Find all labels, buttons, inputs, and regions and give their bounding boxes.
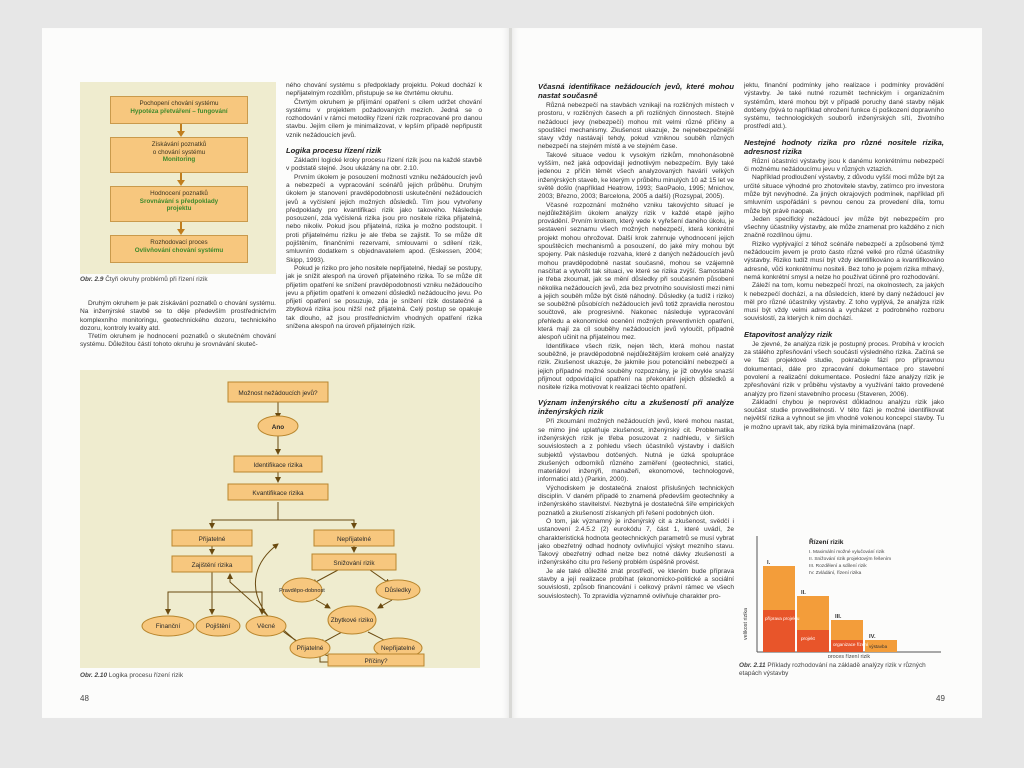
fig9-box-2-line1b: o chování systému — [152, 148, 206, 156]
page-number-right: 49 — [936, 694, 945, 703]
fig11-bar-2-bottom — [797, 630, 829, 652]
fig11-legend-4: IV. Zvládání, řízení rizika — [809, 571, 862, 576]
fig10-flowchart — [80, 370, 480, 668]
fig10-node-financni: Finanční — [155, 623, 181, 630]
fig10-caption — [80, 672, 380, 680]
right-col-b-p3: Například prodloužení výstavby, z důvodu vyšší moci může být za určité situace výhodné pro zhotovitele stavby, zatímco pro investora může být nevýhodné. Za jiných okrajových podmínek, například při smluvním uspořádání s pevnou cenou za provedení díla, tomu může být právě naopak. — [744, 174, 944, 215]
section-heading-vyznam: Význam inženýrského citu a zkušeností při analýze inženýrských rizik — [538, 398, 734, 417]
left-col-b — [286, 82, 482, 362]
left-col-a-p2: Třetím okruhem je hodnocení poznatků o skutečném chování systému. Důležitou částí tohoto okruhu je srovnávání skuteč- — [80, 333, 276, 349]
fig11-inner-label-2: projekt — [801, 636, 815, 641]
fig9-box-3-line1: Hodnocení poznatků — [150, 190, 208, 197]
fig9-box-4 — [110, 235, 248, 263]
right-col-b-p6: Záleží na tom, komu nebezpečí hrozí, na okolnostech, za jakých k nebezpečí dochází, a na důsledcích, které by daný nežádoucí jev měl pro různé účastníky výstavby. Z toho vyplývá, že analýza rizik musí být vždy velmi adresná a vycházet z podrobného rozboru souvislostí, za kterých k nim dochází. — [744, 282, 944, 323]
right-col-b-p7: Je zjevné, že analýza rizik je postupný proces. Probíhá v krocích za stálého zpřesňování všech součástí výsledného rizika. Začíná se ve fázi projektové studie, pokračuje fází pro přípravnou dokumentaci, dále pro zpracování dokumentace pro stavební povolení a realizační dokumentace. Poslední fáze analýzy rizik je zpřesňování rizik v průběhu výstavby a využívání takto provedené analýzy pro řízení stavebního procesu (Staveren, 2006). — [744, 340, 944, 398]
left-col-b-p1: ného chování systému s předpoklady projektu. Pokud dochází k nepřijatelným rozdílům, přistupuje se ke čtvrtému okruhu. — [286, 82, 482, 98]
figure-2-11 — [739, 528, 945, 658]
fig9-caption — [80, 276, 276, 284]
right-col-b-p5: Riziko vyplývající z téhož scénáře nebezpečí a způsobené týmž nežádoucím jevem je proto často různé velké pro různé účastníky výstavby. Riziko tudíž musí být vždy identifikováno a kvantifikováno adresně, vůči konkrétnímu nositeli. Bez toho je pojem rizika mlhavý, nemá konkrétní smysl a nelze ho používat účinně pro rozhodování. — [744, 240, 944, 281]
fig9-box-1-line1: Pochopení chování systému — [139, 100, 219, 107]
fig9-box-3-line2b: projektu — [166, 205, 192, 213]
fig10-node-vecne: Věcné — [256, 623, 276, 630]
fig10-node-dusledky: Důsledky — [384, 587, 412, 594]
fig11-ylabel: velikost rizika — [743, 607, 749, 640]
right-page — [512, 28, 982, 718]
fig11-caption-label: Obr. 2.11 — [739, 662, 766, 669]
fig9-box-4-line2: Ovlivňování chování systému — [134, 246, 224, 254]
fig9-box-3-line2: Srovnávání s předpoklady — [139, 197, 219, 205]
fig10-node-priciny: Příčiny? — [364, 658, 388, 665]
right-col-b — [744, 82, 944, 522]
fig10-node-neprijatelne: Nepřijatelné — [336, 536, 372, 543]
fig9-caption-text: Čtyři okruhy problémů při řízení rizik — [105, 276, 208, 283]
right-col-a — [538, 82, 734, 696]
fig9-box-2 — [110, 137, 248, 173]
fig10-node-pojisteni: Pojištění — [205, 623, 231, 630]
fig10-node-prijatelne-2: Přijatelné — [296, 645, 324, 652]
fig11-inner-label-1: příprava projektu — [765, 616, 800, 621]
fig11-chart — [739, 528, 945, 658]
fig10-node-prijatelne: Přijatelné — [198, 536, 226, 543]
fig11-bar-label-1: I. — [767, 560, 771, 566]
fig9-box-1-line2: Hypotéza přetváření – fungování — [130, 107, 228, 115]
fig11-caption — [739, 662, 945, 678]
right-col-b-p4: Jeden specifický nežádoucí jev může být nebezpečím pro všechny účastníky výstavby, ale může znamenat pro každého z nich značně rozdílnou újmu. — [744, 215, 944, 240]
fig11-bar-label-4: IV. — [869, 634, 876, 640]
right-col-a-p5: Při zkoumání možných nežádoucích jevů, které mohou nastat, se mimo jiné uplatňuje zkušenost, inženýrský cit. Problematika inženýrských rizik je třeba posuzovat z nadhledu, v širších souvislostech a z pohledu všech účastníků výstavby i dalších subjektů výstavbou dotčených. Nutná je úzká spolupráce zkušených odborníků různého zaměření (geotechnici, statici, materiáloví inženýři, manažeři, ekonomové, technologové, informatici atd.) (Parkin, 2000). — [538, 418, 734, 484]
fig10-caption-text: Logika procesu řízení rizik — [108, 672, 184, 679]
fig9-box-2-line2: Monitoring — [162, 156, 196, 164]
fig10-node-kvantifikace: Kvantifikace rizika — [252, 490, 304, 497]
right-col-a-p6: Východiskem je dostatečná znalost příslušných technických disciplín. V daném případě to znamená především geotechniky a inženýrského stavitelství. Nezbytná je dostatečná šíře empirických poznatků a zkušeností získaných při řešení podobných úloh. — [538, 484, 734, 517]
fig11-legend-1: I. Maximální možné vylučování rizik — [809, 550, 885, 555]
figure-2-10 — [80, 370, 480, 668]
left-col-a — [80, 300, 276, 360]
right-col-b-p1: jektu, finanční podmínky jeho realizace i podmínky provádění výstavby. Je také nutné rozumět technickým i organizačním systémům, které mohou být v případě poruchy dané stavby nějak dotčeny (bývá to například ohrožení funkce či poškození dopravního systému, technologických souborů inženýrských sítí, životního prostředí atd.). — [744, 82, 944, 131]
right-col-b-p2: Různí účastníci výstavby jsou k danému konkrétnímu nebezpečí či možnému nežádoucímu jevu v různých vztazích. — [744, 157, 944, 174]
right-col-a-p7: O tom, jak významný je inženýrský cit a zkušenost, svědčí i ustanovení 2.4.5.2 (2) eurokódu 7, část 1, které uvádí, že charakteristická hodnota geotechnických parametrů se musí vybrat jako obezřetný odhad hodnoty ovlivňující výskyt mezního stavu. Takový obezřetný odhad nelze bez notné dávky zkušeností a inženýrského citu pro řešený problém úspěšně provést. — [538, 517, 734, 567]
fig9-box-1 — [110, 96, 248, 124]
fig9-box-3 — [110, 186, 248, 222]
left-col-b-p4: Prvním úkolem je posouzení možností vzniku nežádoucích jevů a nebezpečí a vypracování scénářů jejich průběhu. Druhým úkolem je stanovení pravděpodobnosti uskutečnění nežádoucích jevů a vyčíslení jejich možných důsledků. Tím jsou vytvořeny předpoklady pro kvantifikaci rizik jako takového. Následuje posouzení, zda vyčíslená rizika jsou pro nositele rizika přijatelná, nebo nikoliv. Pokud jsou přijatelná, rizika je možno podstoupit. I proti přijatelnému riziku je ale třeba se zajistit. To se může dít pojištěním, finančními rezervami, smlouvami o sdílení rizik, smluvním dodatkem s objednavatelem apod. (Eskessen, 2004; Skipp, 1993). — [286, 173, 482, 264]
fig10-node-neprijatelne-2: Nepřijatelné — [380, 645, 416, 652]
fig11-inner-label-4: výstavba — [869, 644, 888, 649]
right-col-a-p3: Včasné rozpoznání možného vzniku takovýchto situací je nejdůležitějším úkolem analýzy rizik v každé etapě jejího provádění. Prvním krokem, který vede k vyřešení daného úkolu, je sestavení seznamu všech možných nebezpečí, která konkrétní projekt mohou ohrožovat. Další krok zahrnuje vyhodnocení jejich spouštěcích mechanismů a posouzení, do jaké míry mohou být spojeny. Pak následuje rozvaha, které z daných nežádoucích jevů mohou pravděpodobně nastat současně, mohou se vzájemně nasčítat a vytvořit tak situaci, ve které se rizika zvýší. Samostatně je třeba zkoumat, jak se mění důsledky při současném působení několika nežádoucích jevů, zda bez prvotního souvislostí mezi nimi a jejich souběh může být čistě náhodný. Důsledky (a tudíž i riziko) se souběžně působících nežádoucích jevů totiž zpravidla nerostou součtově, ale progresivně. Nakonec následuje vypracování přehledu a ekonomické ocenění možných preventivních opatření, která mají za cíl souběhy nežádoucích jevů vyloučit, případně alespoň učinit na přijatelnou mez. — [538, 201, 734, 342]
fig11-title: Řízení rizik — [809, 539, 844, 546]
fig10-node-zbytkove: Zbytkové riziko — [330, 617, 374, 624]
section-heading-etapovitost: Etapovitost analýzy rizik — [744, 329, 833, 339]
fig10-node-ano: Ano — [271, 424, 285, 431]
fig9-box-4-line1: Rozhodovací proces — [150, 239, 208, 246]
page-number-left: 48 — [80, 694, 89, 703]
section-heading-nestejne: Nestejné hodnoty rizika pro různé nositele rizika, adresnost rizika — [744, 137, 944, 156]
right-col-b-p8: Základní chybou je neprovést důkladnou analýzu rizik jako součást studie proveditelnosti. V této fázi je možné identifikovat největší rizika a vyhnout se jim vhodně volenou koncepcí stavby. Tu je možno upravit tak, aby riziká byla minimalizována (např. — [744, 398, 944, 431]
left-page — [42, 28, 509, 718]
fig9-box-2-line1: Získávání poznatků — [151, 141, 207, 148]
left-col-b-p2: Čtvrtým okruhem je přijímání opatření s cílem udržet chování systému v projektem požadovaných mezích. Jedná se o rozhodování v rámci metodiky řízení rizik rozpracované pro danou stavbu. Jejím cílem je minimalizovat, v lepším případě nepřipustit vznik nežádoucích jevů. — [286, 98, 482, 139]
left-col-b-p3: Základní logické kroky procesu řízení rizik jsou na každé stavbě v podstatě stejné. Jsou ukázány na obr. 2.10. — [286, 157, 482, 173]
fig11-caption-text: Příklady rozhodování na základě analýzy rizik v různých etapách výstavby — [739, 662, 926, 677]
fig10-node-identifikace: Identifikace rizika — [253, 462, 303, 469]
right-col-a-p4: Identifikace všech rizik, nejen těch, která mohou nastat souběžně, je pravděpodobně nejdůležitějším krokem celé analýzy rizik. Zkušenost ukazuje, že jakmile jsou potenciální nebezpečí a jejich případné možné souběhy rozpoznány, je již obvykle snazší přijmout odpovídající opatření na překonání jejich důsledků a nositele rizika motivovat k realizaci těchto opatření. — [538, 342, 734, 392]
fig10-node-start: Možnost nežádoucích jevů? — [238, 390, 318, 397]
fig11-inner-label-3: organizace řízení — [833, 642, 869, 647]
right-col-a-p8: Je ale také důležité znát prostředí, ve kterém bude příprava stavby a její realizace probíhat (ekonomicko-politické a sociální souvislosti, způsob financování i celkový právní rámec ve všech souvislostech). To zpravidla významně ovlivňuje charakter pro- — [538, 567, 734, 600]
figure-2-9 — [80, 82, 276, 274]
fig11-xlabel: proces řízení rizik — [827, 654, 871, 658]
fig11-legend-2: II. Snižování rizik projektovým řešením — [809, 557, 892, 562]
fig11-legend-3: III. Rozdělení a sdílení rizik — [809, 564, 867, 569]
section-heading-vcasna: Včasná identifikace nežádoucích jevů, které mohou nastat současně — [538, 82, 734, 100]
fig9-caption-label: Obr. 2.9 — [80, 276, 104, 283]
right-col-a-p1: Různá nebezpečí na stavbách vznikají na rozličných místech v prostoru, v rozličných časech a při rozličných činnostech. Stejně nežádoucí jevy (nebezpečí) mohou mít velmi různé příčiny a spouštěcí mechanismy. Zkušenost ukazuje, že nejnebezpečnější stavy vždy nastávají tehdy, pokud vzniknou souběh různých nebezpečí na stejném místě a ve stejném čase. — [538, 102, 734, 151]
fig10-caption-label: Obr. 2.10 — [80, 672, 107, 679]
right-col-a-p2: Takové situace vedou k vysokým rizikům, mnohonásobně vyšším, než jaká odpovídají jednotlivým nebezpečím. Byly také jedenou z příčin těmět všech analyzovaných havárií velkých inženýrských staveb, ke kterým v průběhu minulých 10 až 15 let ve světě došlo (například Heatrow, 1993; SaoPaolo, 1995; Mnichov, 2003; Březno, 2003; Barcelona, 2005 a další) (Rozsypal, 2005). — [538, 151, 734, 201]
left-col-a-p1: Druhým okruhem je pak získávání poznatků o chování systému. Na inženýrské stavbě se to děje především prostřednictvím komplexního monitoringu, geotechnického dozoru, technického dozoru, kontroly kvality atd. — [80, 300, 276, 332]
fig10-node-pravdepodobnost: Pravděpo-dobnost — [279, 588, 325, 594]
fig10-node-zajisteni: Zajištění rizika — [191, 562, 233, 569]
fig10-node-snizovani: Snižování rizik — [333, 560, 375, 567]
fig11-bar-label-2: II. — [801, 590, 806, 596]
fig11-bar-label-3: III. — [835, 614, 842, 620]
left-col-b-p5: Pokud je riziko pro jeho nositele nepřijatelné, hledají se postupy, jak je snížit alespoň na úroveň přijatelného rizika. To se může dít přijetím opatření ke snížení pravděpodobnosti vzniku nežádoucího jevu a přijetím opatření k omezení důsledků nežádoucího jevu. Po přijetí opatření se posuzuje, zda je snížení rizik dostatečné a zbytková rizika jsou nižší než přijatelná. Celý postup se opakuje tak dlouho, až jsou prostřednictvím vhodných opatření rizika snížena alespoň na úroveň přijatelných rizik. — [286, 264, 482, 331]
section-heading-logika: Logika procesu řízení rizik — [286, 146, 382, 156]
